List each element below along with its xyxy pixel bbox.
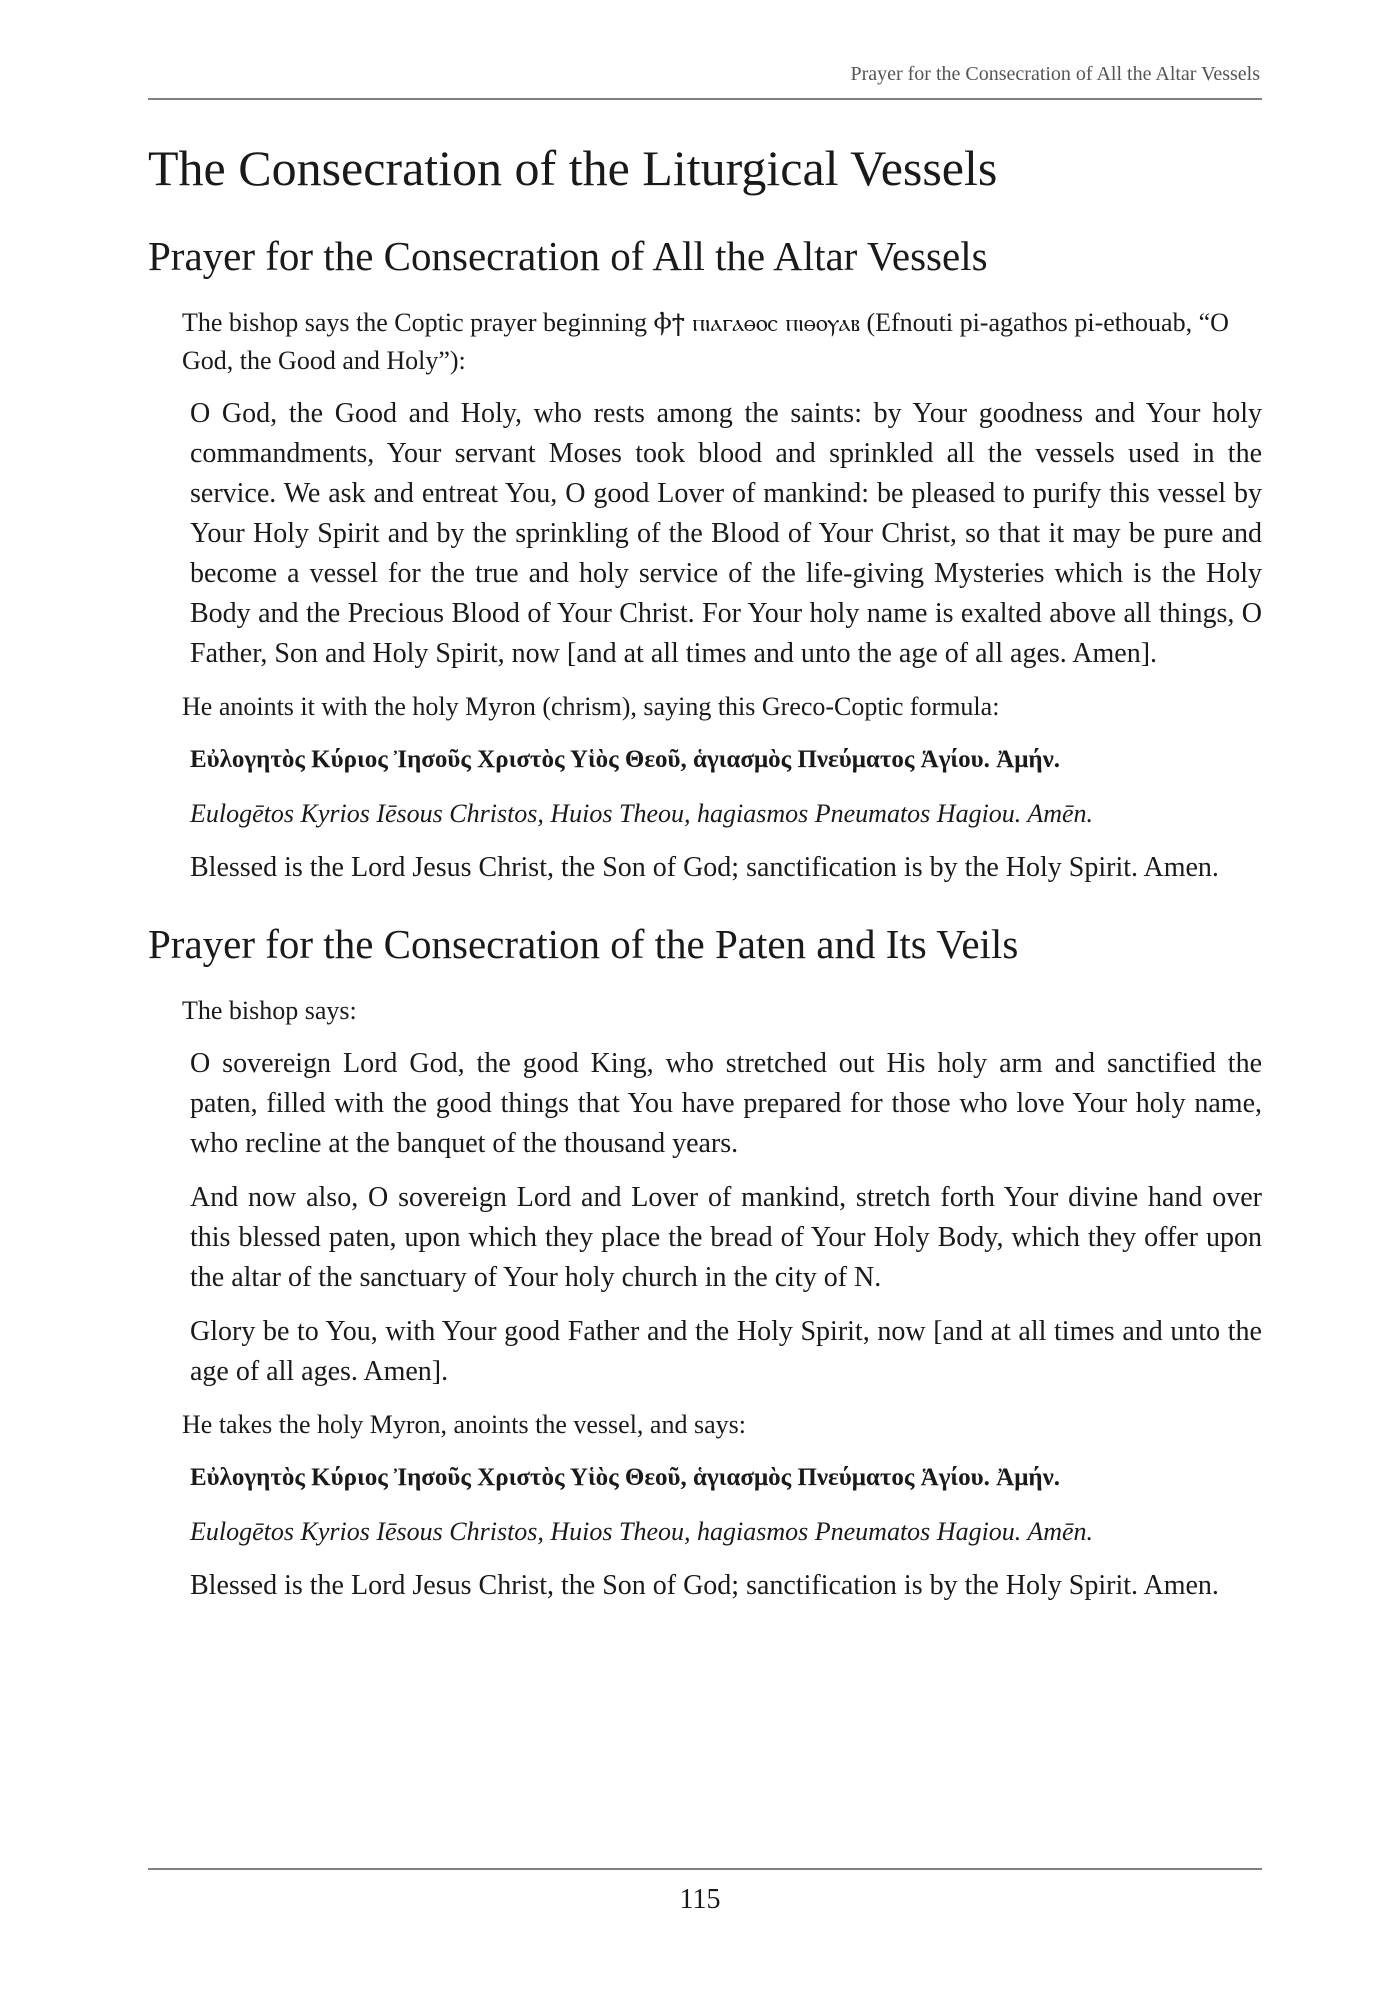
rubric-text-after: (Efnouti pi-agathos pi-ethouab, “O God, the Good and Holy”): (182, 308, 1229, 375)
page-body (148, 132, 1262, 1620)
greek-formula: Εὐλογητὸς Κύριος Ἰησοῦς Χριστὸς Υἱὸς Θεοῦ, ἁγιασμὸς Πνεύματος Ἁγίου. Ἀμήν. (190, 746, 1060, 773)
section-spacer (148, 902, 1262, 916)
rubric-coptic-prayer (148, 304, 1262, 380)
rubric-anointing: He anoints it with the holy Myron (chrism), saying this Greco-Coptic formula: (182, 692, 1000, 721)
rubric-text-before: The bishop says the Coptic prayer beginning (182, 308, 654, 337)
coptic-incipit: Ⲫϯ ⲡⲓⲁⲅⲁⲑⲟⲥ ⲡⲓⲑⲟⲩⲁⲃ (653, 309, 860, 337)
section-heading-altar-vessels: Prayer for the Consecration of All the Altar Vessels (148, 233, 988, 279)
section-heading-paten: Prayer for the Consecration of the Paten and Its Veils (148, 921, 1019, 967)
prayer-text-paten-1: O sovereign Lord God, the good King, who stretched out His holy arm and sanctified the paten, filled with the good things that You have prepared for those who love Your holy name, who recline at the banquet of the thousand years. (190, 1048, 1262, 1159)
page-number: 115 (679, 1884, 721, 1915)
rubric-anointing-vessel: He takes the holy Myron, anoints the vessel, and says: (182, 1410, 746, 1439)
prayer-text-paten-3: Glory be to You, with Your good Father and the Holy Spirit, now [and at all times and unto the age of all ages. Amen]. (190, 1316, 1262, 1387)
footer-rule (148, 1868, 1262, 1870)
rubric-bishop-says: The bishop says: (182, 996, 357, 1025)
page-title: The Consecration of the Liturgical Vessels (148, 140, 998, 196)
transliteration: Eulogētos Kyrios Iēsous Christos, Huios Theou, hagiasmos Pneumatos Hagiou. Amēn. (190, 799, 1094, 828)
header-rule (148, 98, 1262, 100)
prayer-text-altar-vessels: O God, the Good and Holy, who rests among the saints: by Your goodness and Your holy commandments, Your servant Moses took blood and sprinkled all the vessels used in the service. We ask and entreat You, O good Lover of mankind: be pleased to purify this vessel by Your Holy Spirit and by the sprinkling of the Blood of Your Christ, so that it may be pure and become a vessel for the true and holy service of the life-giving Mysteries which is the Holy Body and the Precious Blood of Your Christ. For Your holy name is exalted above all things, O Father, Son and Holy Spirit, now [and at all times and unto the age of all ages. Amen]. (190, 398, 1262, 669)
english-translation-2: Blessed is the Lord Jesus Christ, the Son of God; sanctification is by the Holy Spirit. Amen. (190, 1570, 1219, 1601)
english-translation: Blessed is the Lord Jesus Christ, the Son of God; sanctification is by the Holy Spirit. Amen. (190, 852, 1219, 883)
greek-formula-2: Εὐλογητὸς Κύριος Ἰησοῦς Χριστὸς Υἱὸς Θεοῦ, ἁγιασμὸς Πνεύματος Ἁγίου. Ἀμήν. (190, 1464, 1060, 1491)
running-header: Prayer for the Consecration of All the Altar Vessels (850, 63, 1260, 85)
prayer-text-paten-2: And now also, O sovereign Lord and Lover of mankind, stretch forth Your divine hand over this blessed paten, upon which they place the bread of Your Holy Body, which they offer upon the altar of the sanctuary of Your holy church in the city of N. (190, 1182, 1262, 1293)
transliteration-2: Eulogētos Kyrios Iēsous Christos, Huios Theou, hagiasmos Pneumatos Hagiou. Amēn. (190, 1517, 1094, 1546)
